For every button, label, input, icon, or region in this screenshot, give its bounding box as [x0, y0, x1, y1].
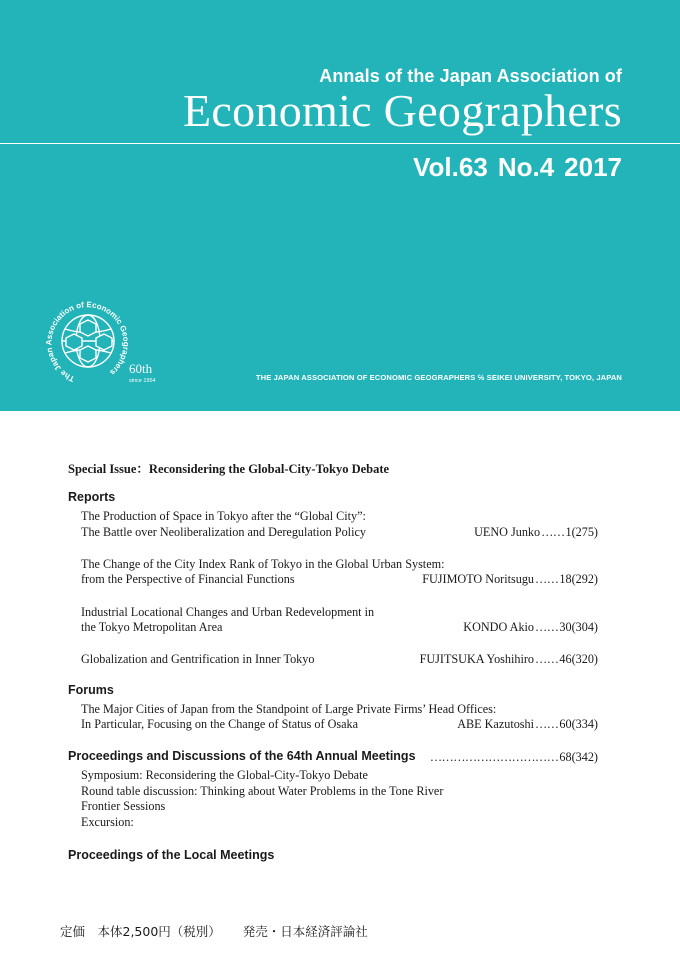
special-issue-title: Special Issue：Reconsidering the Global-City-Tokyo Debate	[68, 462, 390, 476]
publisher: 発売・日本経済評論社	[242, 924, 368, 939]
report-2-line2: from the Perspective of Financial Functions	[81, 572, 295, 586]
report-4-author: FUJITSUKA Yoshihiro……46(320)	[419, 652, 598, 666]
proceedings-item-2: Round table discussion: Thinking about Water Problems in the Tone River	[81, 784, 444, 798]
price: 定価 本体2,500円（税別）	[60, 924, 221, 939]
report-2-line1: The Change of the City Index Rank of Tokyo in the Global Urban System:	[81, 557, 445, 571]
logo-since: since 1954	[129, 378, 156, 384]
reports-heading: Reports	[68, 490, 116, 504]
forum-1-line2: In Particular, Focusing on the Change of Status of Osaka	[81, 717, 359, 731]
report-4-line1: Globalization and Gentrification in Inner Tokyo	[81, 652, 315, 666]
local-meetings-heading: Proceedings of the Local Meetings	[68, 848, 275, 862]
association-address: THE JAPAN ASSOCIATION OF ECONOMIC GEOGRAPHERS ℅ SEIKEI UNIVERSITY, TOKYO, JAPAN	[255, 373, 622, 382]
price-line	[60, 922, 368, 940]
report-3-line1: Industrial Locational Changes and Urban Redevelopment in	[81, 605, 375, 619]
year: 2017	[564, 152, 622, 182]
report-1-line2: The Battle over Neoliberalization and Deregulation Policy	[81, 525, 366, 539]
proceedings-item-1: Symposium: Reconsidering the Global-City-Tokyo Debate	[81, 768, 368, 782]
journal-title: Economic Geographers	[182, 85, 622, 136]
proceedings-item-4: Excursion:	[81, 815, 134, 829]
report-1-line1: The Production of Space in Tokyo after the “Global City”:	[81, 509, 366, 523]
forums-heading: Forums	[68, 683, 114, 697]
forum-1-line1: The Major Cities of Japan from the Standpoint of Large Private Firms’ Head Offices:	[81, 702, 497, 716]
logo-anniversary: 60th	[129, 361, 153, 376]
proceedings-heading: Proceedings and Discussions of the 64th Annual Meetings	[68, 749, 416, 763]
forum-1-author: ABE Kazutoshi……60(334)	[457, 717, 598, 731]
report-3-line2: the Tokyo Metropolitan Area	[81, 620, 223, 634]
logo-ring-text: The Japan Association of Economic Geographers	[44, 300, 131, 384]
report-3-author: KONDO Akio……30(304)	[463, 620, 598, 634]
issue-number: No.4	[497, 152, 555, 182]
proceedings-item-3: Frontier Sessions	[81, 799, 166, 813]
report-2-author: FUJIMOTO Noritsugu……18(292)	[422, 572, 598, 586]
journal-subtitle: Annals of the Japan Association of	[319, 66, 622, 86]
report-1-author: UENO Junko……1(275)	[474, 525, 598, 539]
volume: Vol.63	[413, 152, 488, 182]
proceedings-page: ……………………………68(342)	[429, 750, 598, 764]
